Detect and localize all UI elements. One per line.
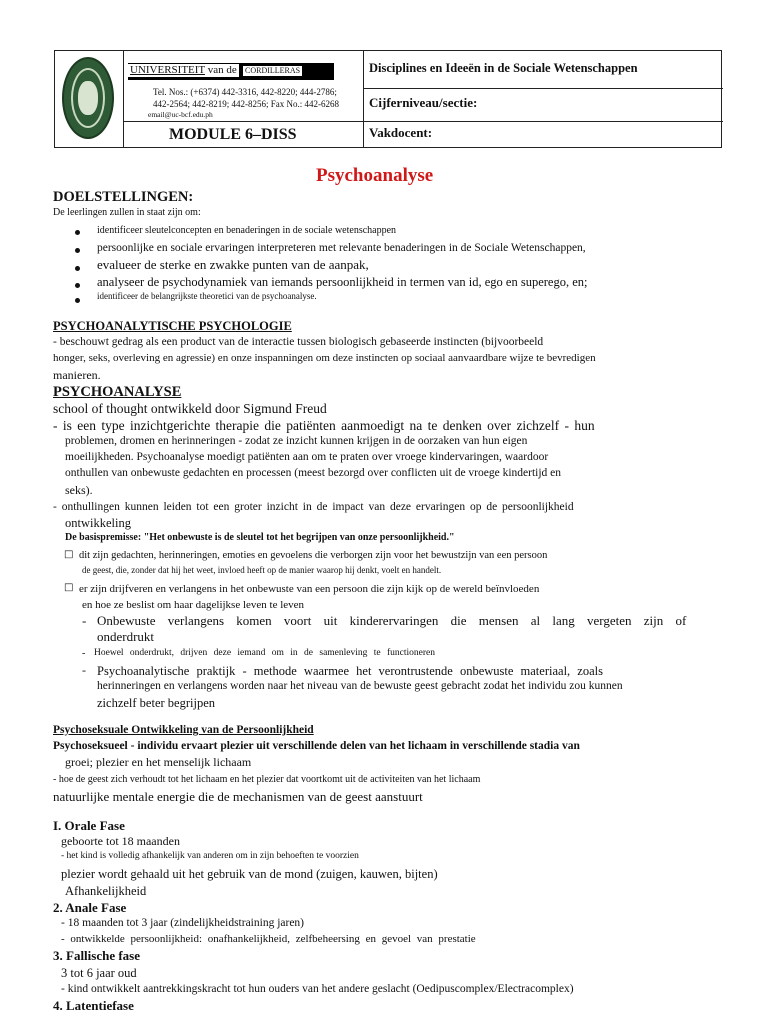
university-name <box>128 64 239 77</box>
paragraph-line: - 18 maanden tot 3 jaar (zindelijkheidstraining jaren) <box>61 917 305 929</box>
divider <box>363 121 723 122</box>
paragraph-line: herinneringen en verlangens worden naar het niveau van de bewuste geest gebracht zodat het individu zou kunnen <box>97 680 623 692</box>
paragraph-line: manieren. <box>53 368 101 382</box>
paragraph-line: Onbewuste verlangens komen voort uit kinderervaringen die mensen al lang vergeten zijn of <box>97 613 687 628</box>
paragraph-line: 3 tot 6 jaar oud <box>61 966 137 980</box>
objective-item: identificeer sleutelconcepten en benaderingen in de sociale wetenschappen <box>97 225 397 236</box>
paragraph-line: er zijn drijfveren en verlangens in het onbewuste van een persoon die zijn kijk op de wereld beïnvloeden <box>79 583 540 595</box>
dash-icon: - <box>82 613 87 628</box>
university-van-text: van de <box>207 64 237 76</box>
divider <box>363 88 723 89</box>
tel-line-2: 442-2564; 442-8219; 442-8256; Fax No.: 442-6268 <box>153 99 339 109</box>
paragraph-line: school of thought ontwikkeld door Sigmund Freud <box>53 401 327 416</box>
paragraph-line: honger, seks, overleving en agressie) en onze inspanningen om deze instincten op sociaal aanvaardbare wijze te bevredigen <box>53 352 596 364</box>
paragraph-line: problemen, dromen en herinneringen - zodat ze inzicht kunnen krijgen in de oorzaken van hun eigen <box>65 435 528 447</box>
checkbox-icon: □ <box>64 582 74 593</box>
dash-icon: - <box>82 663 86 677</box>
paragraph-line: onthullen van onbewuste gedachten en processen (meest bezorgd over conflicten uit de vroege kindertijd en <box>65 467 562 479</box>
paragraph-line: moeilijkheden. Psychoanalyse moedigt patiënten aan om te praten over vroege kindervaringen, waardoor <box>65 451 549 463</box>
bullet-icon <box>75 266 80 271</box>
paragraph-line: - het kind is volledig afhankelijk van anderen om in zijn behoeften te voorzien <box>61 851 359 861</box>
paragraph-line: - hoe de geest zich verhoudt tot het lichaam en het plezier dat voortkomt uit de activiteiten van het lichaam <box>53 774 481 785</box>
objective-item: identificeer de belangrijkste theoretici van de psychoanalyse. <box>97 291 317 301</box>
paragraph-line: Psychoanalytische praktijk - methode waarmee het verontrustende onbewuste materiaal, zoals <box>97 664 603 678</box>
paragraph-line: plezier wordt gehaald uit het gebruik van de mond (zuigen, kauwen, bijten) <box>61 867 438 881</box>
grade-section-label: Cijferniveau/sectie: <box>369 95 478 110</box>
university-place <box>243 66 302 76</box>
paragraph-line: - is een type inzichtgerichte therapie die patiënten aanmoedigt na te denken over zichzelf - hun <box>53 418 595 433</box>
university-name-text: UNIVERSITEIT <box>130 64 205 76</box>
paragraph-line: Hoewel onderdrukt, drijven deze iemand om in de samenleving te functioneren <box>94 648 435 658</box>
premise-line: De basispremisse: "Het onbewuste is de sleutel tot het begrijpen van onze persoonlijkheid." <box>65 532 455 543</box>
bullet-icon <box>75 283 80 288</box>
paragraph-line: - onthullingen kunnen leiden tot een groter inzicht in de impact van deze ervaringen op de persoonlijkheid <box>53 501 574 513</box>
definition-line: Psychoseksueel - individu ervaart plezier uit verschillende delen van het lichaam in verschillende stadia van <box>53 740 580 752</box>
paragraph-line: ontwikkeling <box>65 516 131 530</box>
teacher-label: Vakdocent: <box>369 125 433 140</box>
objective-item: analyseer de psychodynamiek van iemands persoonlijkheid in termen van id, ego en superego, en; <box>97 275 588 289</box>
divider <box>363 51 364 147</box>
paragraph-line: Afhankelijkheid <box>65 884 147 898</box>
divider <box>123 51 124 147</box>
paragraph-line: de geest, die, zonder dat hij het weet, invloed heeft op de manier waarop hij denkt, voelt en handelt. <box>82 565 442 575</box>
stage-title: 4. Latentiefase <box>53 998 134 1013</box>
stage-title: 2. Anale Fase <box>53 900 127 915</box>
paragraph-line: geboorte tot 18 maanden <box>61 834 180 848</box>
paragraph-line: - beschouwt gedrag als een product van de interactie tussen biologisch gebaseerde instincten (bijvoorbeeld <box>53 336 544 348</box>
divider <box>123 121 363 122</box>
objectives-heading: DOELSTELLINGEN: <box>53 189 194 205</box>
bullet-icon <box>75 298 80 303</box>
objective-item: persoonlijke en sociale ervaringen interpreteren met relevante benaderingen in de Sociale Wetenschappen, <box>97 242 586 254</box>
dash-icon: - <box>82 648 86 659</box>
paragraph-line: onderdrukt <box>97 629 155 644</box>
objective-item: evalueer de sterke en zwakke punten van de aanpak, <box>97 257 369 272</box>
paragraph-line: zichzelf beter begrijpen <box>97 696 215 710</box>
course-title: Disciplines en Ideeën in de Sociale Wetenschappen <box>369 61 638 75</box>
paragraph-line: dit zijn gedachten, herinneringen, emoties en gevoelens die verborgen zijn voor het bewustzijn van een persoon <box>79 550 548 561</box>
stage-title: I. Orale Fase <box>53 818 125 833</box>
paragraph-line: - ontwikkelde persoonlijkheid: onafhankelijkheid, zelfbeheersing en gevoel van prestatie <box>61 933 476 945</box>
university-seal <box>62 57 114 139</box>
email-line: email@uc-bcf.edu.ph <box>148 110 213 119</box>
paragraph-line: en hoe ze beslist om haar dagelijkse leven te leven <box>82 599 305 611</box>
section-heading: Psychoseksuale Ontwikkeling van de Persoonlijkheid <box>53 724 314 736</box>
section-heading: PSYCHOANALYTISCHE PSYCHOLOGIE <box>53 319 292 333</box>
paragraph-line: seks). <box>65 483 93 497</box>
tel-line-1: Tel. Nos.: (+6374) 442-3316, 442-8220; 444-2786; <box>153 87 337 97</box>
paragraph-line: groei; plezier en het menselijk lichaam <box>65 755 252 769</box>
bullet-icon <box>75 248 80 253</box>
checkbox-icon: □ <box>64 549 74 560</box>
stage-title: 3. Fallische fase <box>53 948 141 963</box>
paragraph-line: - kind ontwikkelt aantrekkingskracht tot hun ouders van het andere geslacht (Oedipuscomplex/Electracomplex) <box>61 983 574 995</box>
objectives-intro: De leerlingen zullen in staat zijn om: <box>53 207 201 218</box>
paragraph-line: natuurlijke mentale energie die de mechanismen van de geest aanstuurt <box>53 789 423 804</box>
bullet-icon <box>75 230 80 235</box>
section-heading: PSYCHOANALYSE <box>53 384 182 400</box>
page-title: Psychoanalyse <box>316 165 434 186</box>
module-label: MODULE 6–DISS <box>169 126 297 143</box>
university-place-text: CORDILLERAS <box>245 66 301 75</box>
